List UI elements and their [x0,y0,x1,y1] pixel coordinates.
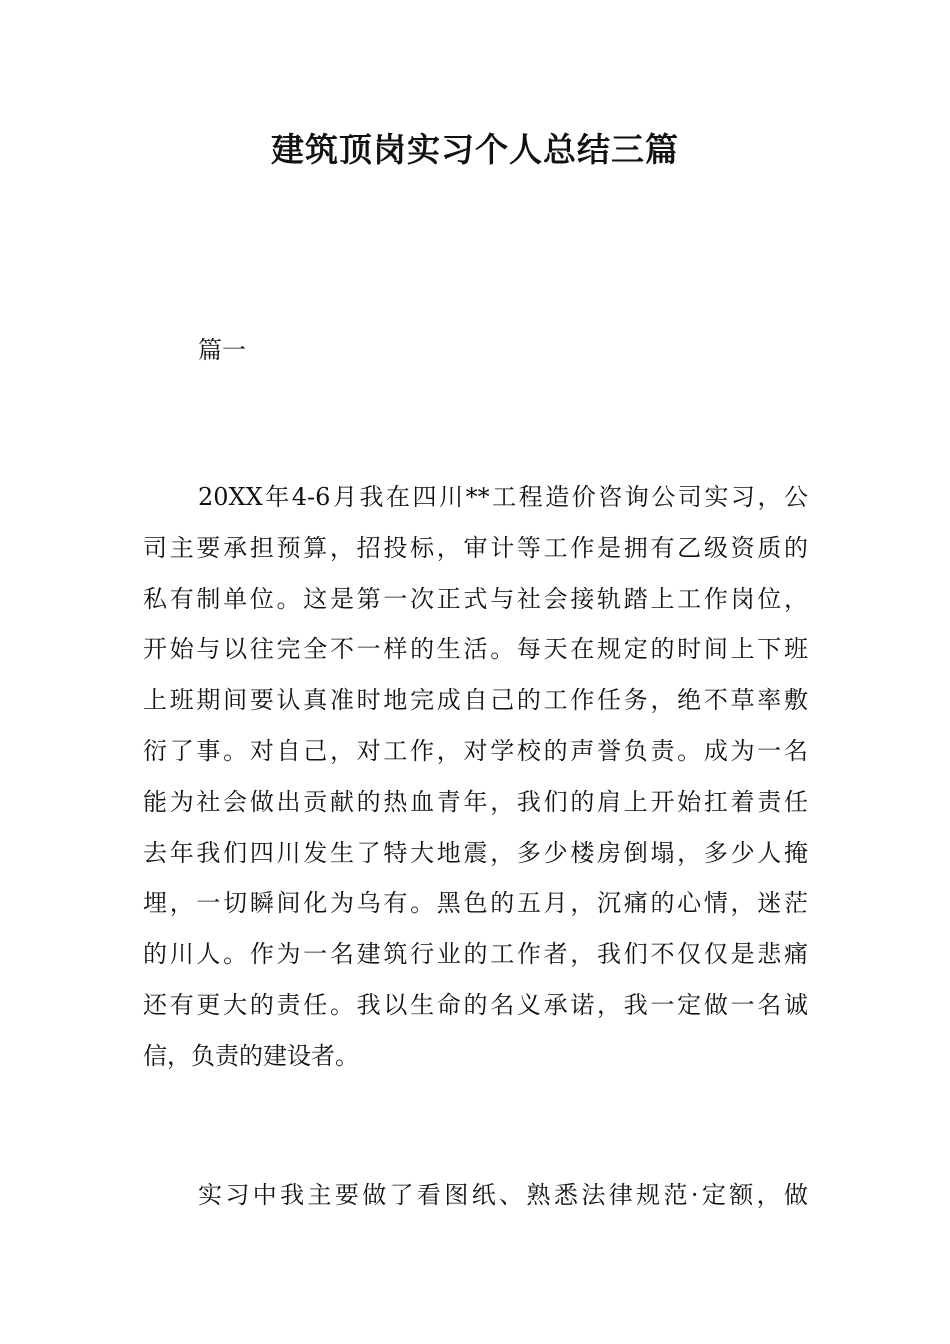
paragraph-line: 私有制单位。这是第一次正式与社会接轨踏上工作岗位， [143,584,808,613]
paragraph-line: 上班期间要认真准时地完成自己的工作任务，绝不草率敷 [143,686,808,715]
paragraph-line: 衍了事。对自己，对工作，对学校的声誉负责。成为一名 [143,736,808,765]
paragraph-line: 去年我们四川发生了特大地震，多少楼房倒塌，多少人掩 [143,838,808,867]
paragraph-line: 的川人。作为一名建筑行业的工作者，我们不仅仅是悲痛 [143,940,808,969]
paragraph-line: 还有更大的责任。我以生命的名义承诺，我一定做一名诚 [143,990,808,1019]
paragraph-line: 20XX年4-6月我在四川**工程造价咨询公司实习，公 [198,483,808,511]
paragraph-line: 能为社会做出贡献的热血青年，我们的肩上开始扛着责任 [143,787,808,816]
paragraph-line: 司主要承担预算，招投标，审计等工作是拥有乙级资质的 [143,533,808,562]
section-heading: 篇一 [198,336,246,364]
document-title: 建筑顶岗实习个人总结三篇 [271,130,679,169]
paragraph-line: 埋，一切瞬间化为乌有。黑色的五月，沉痛的心情，迷茫 [143,889,808,918]
paragraph-line: 开始与以往完全不一样的生活。每天在规定的时间上下班 [143,635,808,664]
paragraph-1 [143,472,808,1082]
paragraph-2 [143,1170,808,1221]
paragraph-line: 信，负责的建设者。 [143,1041,359,1070]
paragraph-line: 实习中我主要做了看图纸、熟悉法律规范·定额，做 [198,1181,808,1209]
